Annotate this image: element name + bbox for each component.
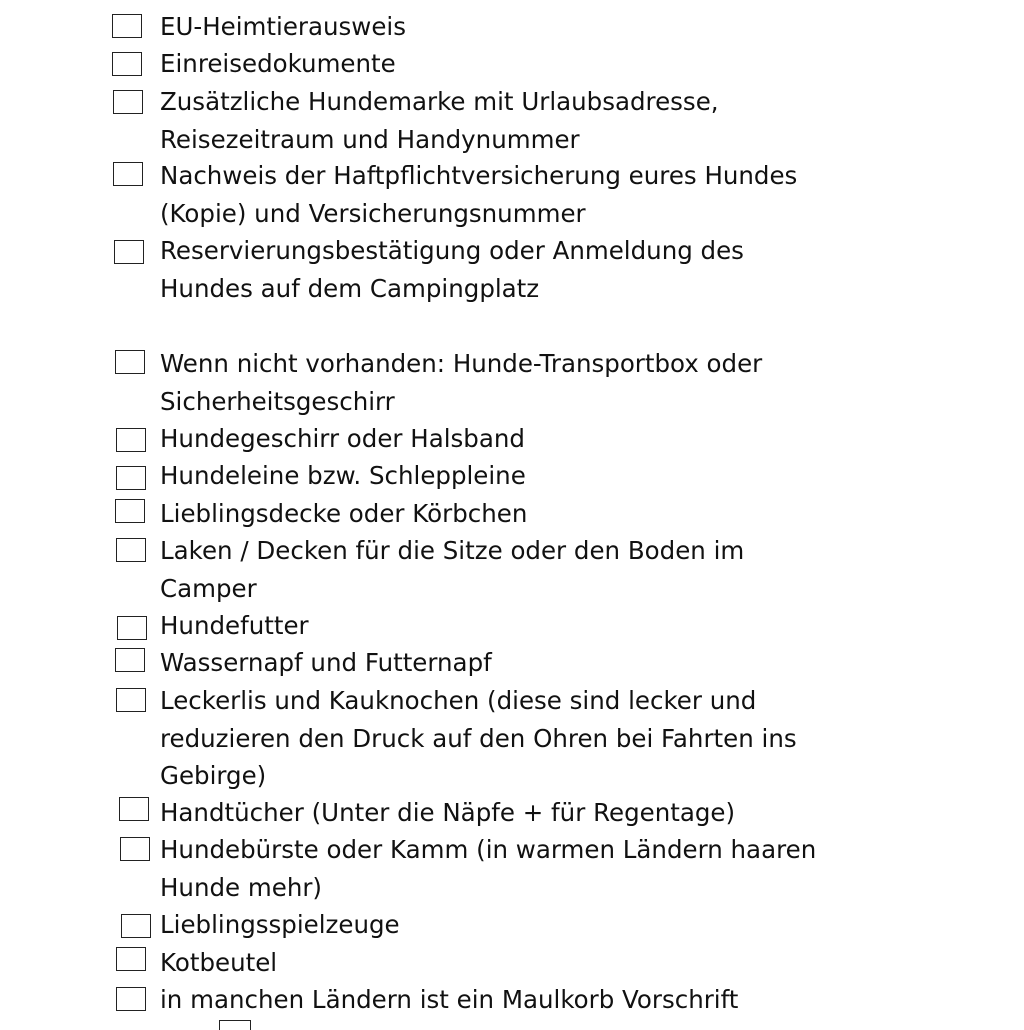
checkbox[interactable] <box>120 837 150 861</box>
checklist-item-label: Wenn nicht vorhanden: Hunde-Transportbox oder Sicherheitsgeschirr <box>160 349 763 416</box>
checkbox[interactable] <box>116 688 146 712</box>
checkbox[interactable] <box>115 648 145 672</box>
checklist-item-label: Handtücher (Unter die Näpfe + für Regentage) <box>160 798 736 827</box>
checkbox[interactable] <box>121 914 151 938</box>
checklist-item-label: Hundefutter <box>160 611 309 640</box>
checklist-item-label: Hundegeschirr oder Halsband <box>160 424 525 453</box>
checklist-item-label: Reservierungsbestätigung oder Anmeldung des Hundes auf dem Campingplatz <box>160 236 744 303</box>
checkbox[interactable] <box>112 14 142 38</box>
checklist-item-label: Leckerlis und Kauknochen (diese sind lecker und reduzieren den Druck auf den Ohren bei Fahrten ins Gebirge) <box>160 686 797 790</box>
checkbox[interactable] <box>116 947 146 971</box>
checklist-item-label: Wassernapf und Futternapf <box>160 648 492 677</box>
checkbox[interactable] <box>119 797 149 821</box>
checkbox[interactable] <box>116 538 146 562</box>
checklist-item-label: Lieblingsdecke oder Körbchen <box>160 499 528 528</box>
checklist-item-label: Laken / Decken für die Sitze oder den Boden im Camper <box>160 536 745 603</box>
checklist-item-label: Nachweis der Haftpflichtversicherung eures Hundes (Kopie) und Versicherungsnummer <box>160 161 798 228</box>
checklist-item-label: Zusätzliche Hundemarke mit Urlaubsadresse, Reisezeitraum und Handynummer <box>160 87 719 154</box>
checkbox[interactable] <box>116 428 146 452</box>
checkbox[interactable] <box>113 162 143 186</box>
checkbox[interactable] <box>112 52 142 76</box>
checkbox[interactable] <box>117 616 147 640</box>
checkbox[interactable] <box>114 240 144 264</box>
checkbox-partial <box>219 1020 251 1030</box>
checkbox[interactable] <box>115 350 145 374</box>
checkbox[interactable] <box>113 90 143 114</box>
checklist-item-label: Hundeleine bzw. Schleppleine <box>160 461 526 490</box>
checkbox[interactable] <box>116 987 146 1011</box>
checklist-item-label: EU-Heimtierausweis <box>160 12 406 41</box>
checklist-item-label: Hundebürste oder Kamm (in warmen Ländern haaren Hunde mehr) <box>160 835 817 902</box>
checklist-item-label: Einreisedokumente <box>160 49 396 78</box>
checklist-item-label: in manchen Ländern ist ein Maulkorb Vorschrift <box>160 985 739 1014</box>
checklist-item-label: Lieblingsspielzeuge <box>160 910 400 939</box>
checkbox[interactable] <box>116 466 146 490</box>
checklist-item-label: Kotbeutel <box>160 948 278 977</box>
checkbox[interactable] <box>115 499 145 523</box>
